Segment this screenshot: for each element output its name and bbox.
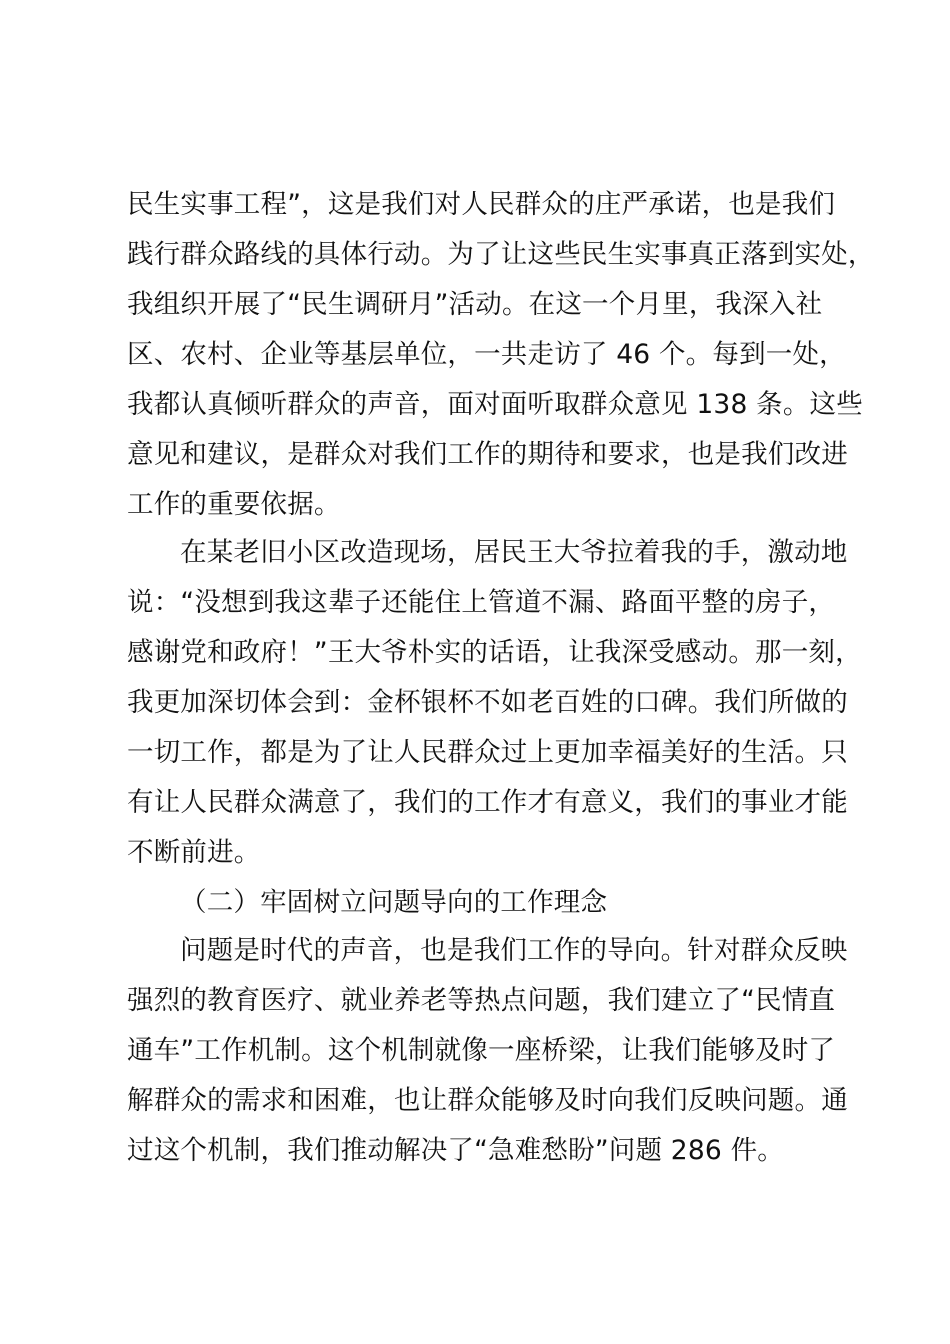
text-line: 过这个机制，我们推动解决了“急难愁盼”问题 286 件。: [127, 1135, 784, 1166]
text-line: 不断前进。: [127, 837, 261, 868]
text-line: 意见和建议，是群众对我们工作的期待和要求，也是我们改进: [127, 439, 848, 470]
text-line: 有让人民群众满意了，我们的工作才有意义，我们的事业才能: [127, 787, 848, 818]
text-line: 强烈的教育医疗、就业养老等热点问题，我们建立了“民情直: [127, 985, 836, 1016]
text-line: 说：“没想到我这辈子还能住上管道不漏、路面平整的房子，: [127, 587, 836, 618]
text-line: 我组织开展了“民生调研月”活动。在这一个月里，我深入社: [127, 289, 823, 320]
text-line: 工作的重要依据。: [127, 489, 341, 520]
text-line: 我都认真倾听群众的声音，面对面听取群众意见 138 条。这些: [127, 389, 863, 420]
text-line: 区、农村、企业等基层单位，一共走访了 46 个。每到一处，: [127, 339, 846, 370]
section-heading: （二）牢固树立问题导向的工作理念: [180, 887, 608, 918]
text-line: 一切工作，都是为了让人民群众过上更加幸福美好的生活。只: [127, 737, 848, 768]
paragraph-first-line: 问题是时代的声音，也是我们工作的导向。针对群众反映: [180, 935, 848, 966]
text-line: 解群众的需求和困难，也让群众能够及时向我们反映问题。通: [127, 1085, 848, 1116]
paragraph-first-line: 在某老旧小区改造现场，居民王大爷拉着我的手，激动地: [180, 537, 848, 568]
text-line: 感谢党和政府！”王大爷朴实的话语，让我深受感动。那一刻，: [127, 637, 862, 668]
text-line: 我更加深切体会到：金杯银杯不如老百姓的口碑。我们所做的: [127, 687, 848, 718]
text-line: 民生实事工程”，这是我们对人民群众的庄严承诺，也是我们: [127, 189, 836, 220]
text-line: 践行群众路线的具体行动。为了让这些民生实事真正落到实处，: [127, 239, 875, 270]
text-line: 通车”工作机制。这个机制就像一座桥梁，让我们能够及时了: [127, 1035, 836, 1066]
